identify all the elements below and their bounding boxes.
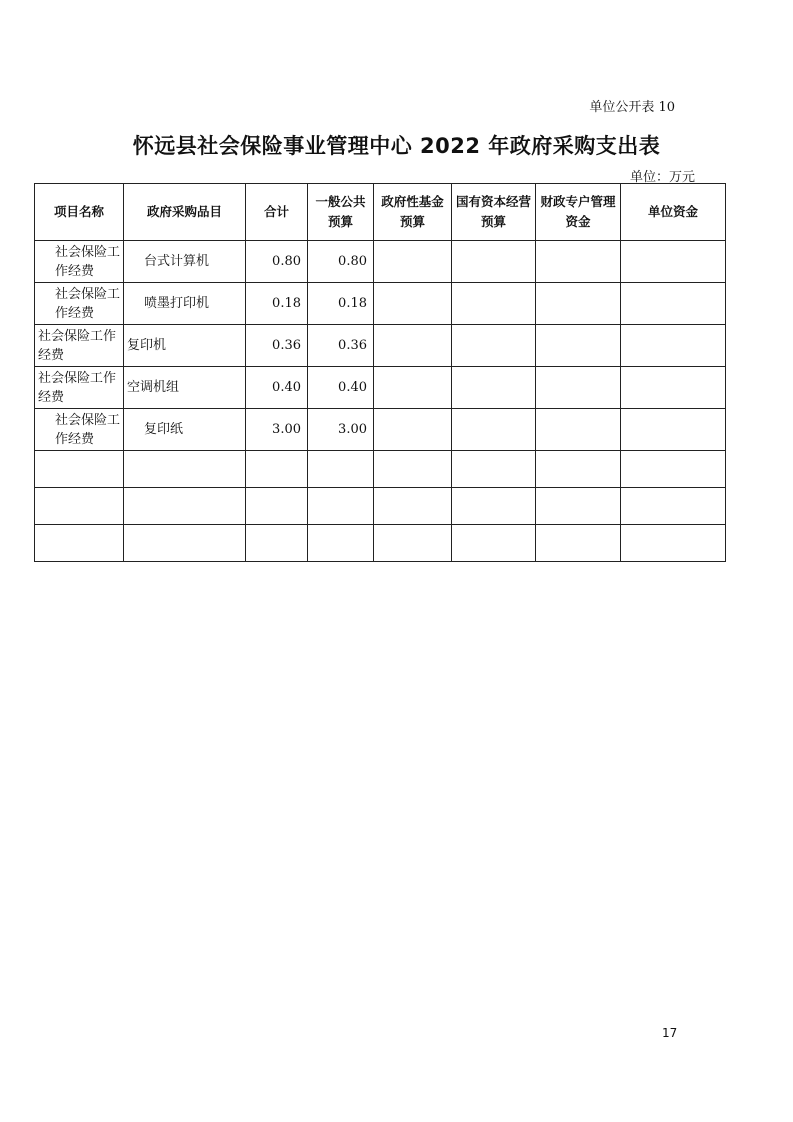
general-budget-cell: 0.18 [308,283,374,325]
procurement-item-cell: 复印纸 [124,409,246,451]
empty-cell [536,488,621,525]
empty-cell [621,488,726,525]
general-budget-cell: 0.36 [308,325,374,367]
document-title: 怀远县社会保险事业管理中心 2022 年政府采购支出表 [132,134,661,158]
total-cell: 0.36 [246,325,308,367]
general-budget-cell: 0.80 [308,241,374,283]
unit-funds-cell [621,283,726,325]
state-capital-cell [452,367,536,409]
empty-cell [374,488,452,525]
procurement-item-cell: 台式计算机 [124,241,246,283]
procurement-item-cell: 复印机 [124,325,246,367]
empty-cell [374,525,452,562]
empty-cell [246,488,308,525]
total-cell: 0.80 [246,241,308,283]
empty-cell [308,525,374,562]
special-account-cell [536,367,621,409]
table-header-row [35,184,726,241]
total-cell: 0.40 [246,367,308,409]
procurement-item-cell: 喷墨打印机 [124,283,246,325]
empty-cell [452,488,536,525]
header-special-account-funds: 财政专户管理资金 [536,184,621,241]
empty-table-row [35,488,726,525]
empty-cell [452,525,536,562]
unit-funds-cell [621,409,726,451]
header-government-fund-budget: 政府性基金预算 [374,184,452,241]
total-cell: 0.18 [246,283,308,325]
empty-cell [35,525,124,562]
total-cell: 3.00 [246,409,308,451]
fund-budget-cell [374,241,452,283]
project-name-cell: 社会保险工作经费 [35,283,124,325]
table-row [35,409,726,451]
header-unit-funds: 单位资金 [621,184,726,241]
empty-cell [452,451,536,488]
table-number-label: 单位公开表 10 [589,100,675,115]
header-project-name: 项目名称 [35,184,124,241]
empty-cell [35,488,124,525]
special-account-cell [536,409,621,451]
header-general-budget: 一般公共预算 [308,184,374,241]
fund-budget-cell [374,409,452,451]
table-row [35,241,726,283]
state-capital-cell [452,283,536,325]
empty-cell [246,525,308,562]
unit-funds-cell [621,325,726,367]
project-name-cell: 社会保险工作经费 [35,325,124,367]
empty-cell [124,488,246,525]
page-number: 17 [662,1026,678,1040]
fund-budget-cell [374,367,452,409]
empty-cell [308,451,374,488]
project-name-cell: 社会保险工作经费 [35,241,124,283]
table-row [35,325,726,367]
procurement-item-cell: 空调机组 [124,367,246,409]
state-capital-cell [452,325,536,367]
fund-budget-cell [374,283,452,325]
empty-cell [124,451,246,488]
special-account-cell [536,241,621,283]
empty-cell [124,525,246,562]
unit-funds-cell [621,241,726,283]
header-total: 合计 [246,184,308,241]
empty-cell [621,451,726,488]
project-name-cell: 社会保险工作经费 [35,409,124,451]
empty-cell [374,451,452,488]
special-account-cell [536,325,621,367]
empty-cell [246,451,308,488]
state-capital-cell [452,241,536,283]
special-account-cell [536,283,621,325]
procurement-table [34,183,726,562]
empty-table-row [35,525,726,562]
empty-cell [536,525,621,562]
project-name-cell: 社会保险工作经费 [35,367,124,409]
empty-cell [621,525,726,562]
general-budget-cell: 0.40 [308,367,374,409]
general-budget-cell: 3.00 [308,409,374,451]
empty-table-row [35,451,726,488]
fund-budget-cell [374,325,452,367]
table-row [35,367,726,409]
header-state-capital-budget: 国有资本经营预算 [452,184,536,241]
unit-funds-cell [621,367,726,409]
state-capital-cell [452,409,536,451]
table-row [35,283,726,325]
empty-cell [35,451,124,488]
empty-cell [536,451,621,488]
empty-cell [308,488,374,525]
unit-label: 单位：万元 [629,170,695,185]
header-procurement-item: 政府采购品目 [124,184,246,241]
